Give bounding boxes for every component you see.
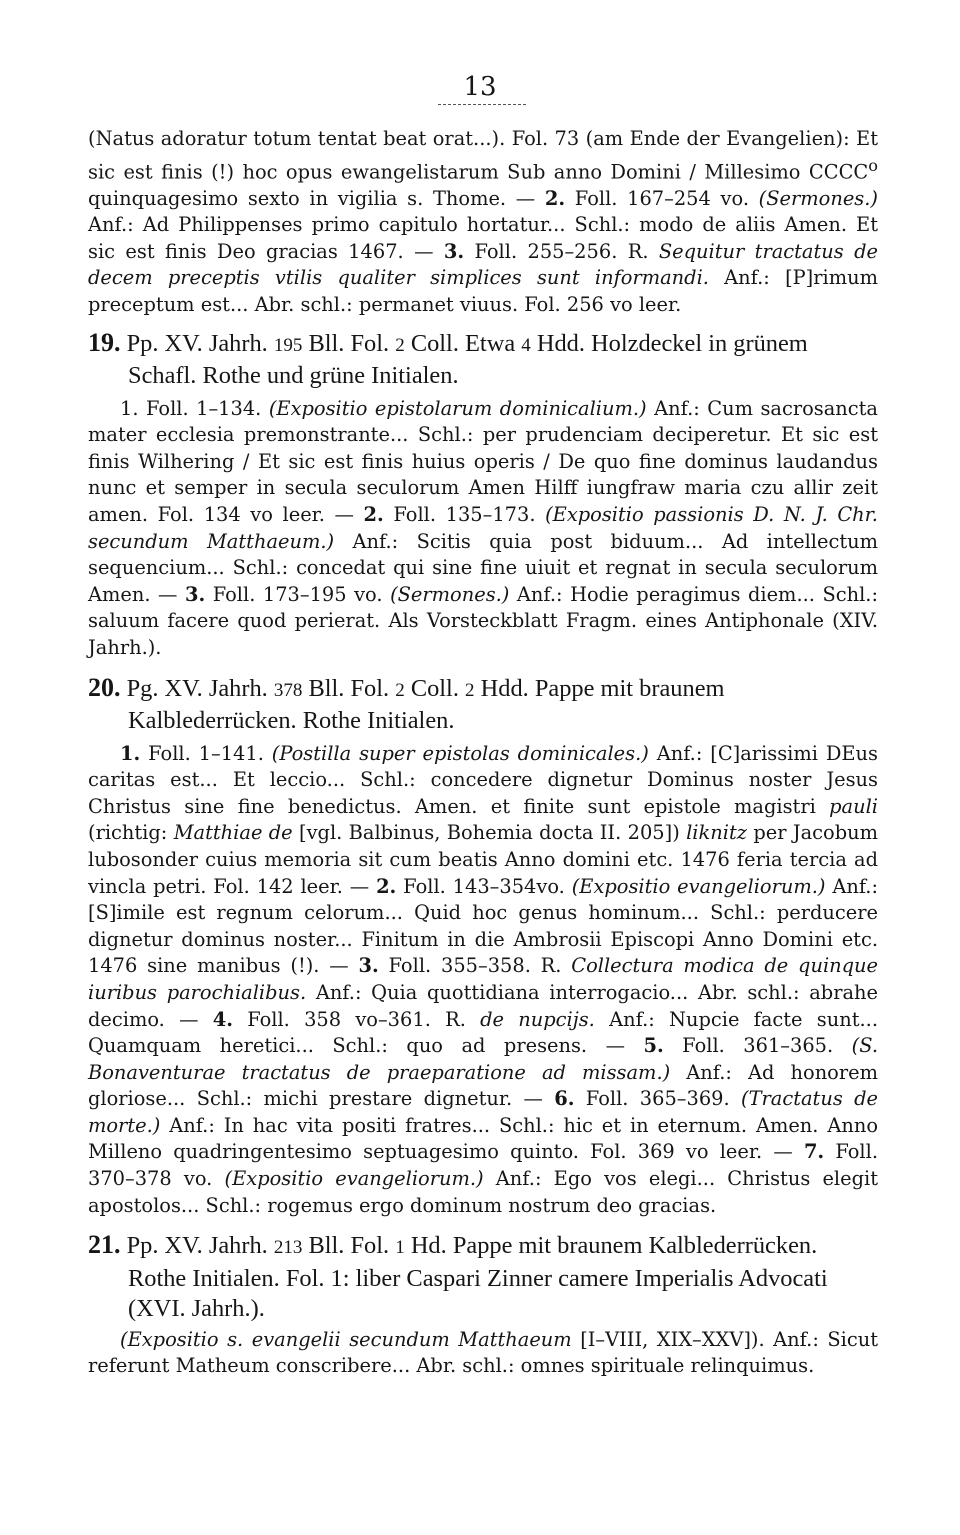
entry-20-number: 20. xyxy=(88,672,121,702)
item-title: (Postilla super epistolas dominicales.) xyxy=(271,741,649,765)
item-title: (Expositio epistolarum dominicalium.) xyxy=(268,396,647,420)
entry-21-contents xyxy=(88,1327,878,1380)
entry-19-heading xyxy=(88,328,878,392)
item-number: 1. xyxy=(120,396,139,420)
italic-word: liknitz xyxy=(686,821,747,845)
contents-text: Foll. 361–365. xyxy=(663,1034,852,1058)
cont-superscript: o xyxy=(868,155,878,175)
contents-text: Anf.: Nupcie facte sunt... Quamquam heretici... Schl.: quo ad presens. — xyxy=(88,1007,878,1058)
item-title: (Expositio s. evangelii secundum Matthaeum xyxy=(120,1327,572,1351)
page-number-rule xyxy=(438,104,526,105)
contents-text: Foll. 365–369. xyxy=(574,1087,741,1111)
contents-text: [vgl. Balbinus, Bohemia docta II. 205]) xyxy=(292,821,687,845)
contents-text: Anf.: Scitis quia post biduum... Ad intellectum sequencium... Schl.: concedat qui sine fine uiuit et regnat in secula seculorum Amen. — xyxy=(88,529,879,606)
entry-19-hands: 4 xyxy=(521,334,531,356)
entry-21-heading xyxy=(88,1230,878,1325)
item-number: 5. xyxy=(643,1034,664,1058)
entry-19-heading-text: Hdd. Holzdeckel in grünem Schafl. Rothe und grüne Initialen. xyxy=(128,329,808,390)
entry-19-leaves: 195 xyxy=(273,334,303,356)
contents-text: (richtig: xyxy=(88,821,174,845)
entry-20-heading-text: Coll. xyxy=(404,674,466,702)
entry-20-heading-text: Pg. XV. Jahrh. xyxy=(120,674,274,702)
contents-text: Foll. 358 vo–361. R. xyxy=(232,1007,481,1031)
entry-19-heading-text: Pp. XV. Jahrh. xyxy=(120,329,274,357)
contents-text: Foll. 143–354vo. xyxy=(396,874,572,898)
cont-item-3: 3. xyxy=(443,239,465,263)
item-number: 3. xyxy=(184,582,206,606)
entry-20-hands: 2 xyxy=(465,679,475,701)
item-number: 1. xyxy=(120,741,141,765)
contents-text: Foll. 173–195 vo. xyxy=(205,582,391,606)
continuation-paragraph xyxy=(88,126,878,319)
item-title: (Expositio evangeliorum.) xyxy=(224,1167,484,1191)
entry-21-heading-text: Hd. Pappe mit braunem Kalblederrücken. Rothe Initialen. Fol. 1: liber Caspari Zinner camere Imperialis Advocati (XVI. Jahrh.). xyxy=(128,1232,828,1323)
item-title: (Expositio passionis D. N. J. Chr. secundum Matthaeum.) xyxy=(88,503,878,553)
cont-title-3: Sequitur tractatus de decem preceptis vtilis qualiter simplices sunt informandi. xyxy=(88,239,878,290)
item-title: (Sermones.) xyxy=(390,582,510,606)
item-number: 3. xyxy=(358,954,379,978)
entry-20-cols: 2 xyxy=(395,679,405,701)
entry-19-contents xyxy=(88,396,878,662)
item-number: 2. xyxy=(376,874,397,898)
contents-text: Foll. 355–358. R. xyxy=(378,954,572,978)
entry-21-leaves: 213 xyxy=(273,1237,303,1259)
contents-text: Anf.: Ad honorem gloriose... Schl.: michi prestare dignetur. — xyxy=(88,1060,878,1111)
entry-21-number: 21. xyxy=(88,1230,121,1260)
contents-text: Anf.: [S]imile est regnum celorum... Quid hoc genus hominum... Schl.: perducere dignetur dominus noster... Finitum in die Ambrosii Episcopi Anno Domini etc. 1476 sine manibus (!). — xyxy=(88,874,879,978)
entry-20-heading-text: Hdd. Pappe mit braunem Kalblederrücken. Rothe Initialen. xyxy=(128,674,725,735)
entry-19-cols: 2 xyxy=(395,334,405,356)
entry-21-heading-text: Bll. Fol. xyxy=(302,1232,396,1260)
entry-20-leaves: 378 xyxy=(273,679,303,701)
contents-text: Foll. 135–173. xyxy=(383,503,546,526)
item-title: (Tractatus de morte.) xyxy=(88,1087,878,1137)
contents-text: Foll. 370–378 vo. xyxy=(88,1140,878,1191)
entry-21-heading-text: Pp. XV. Jahrh. xyxy=(120,1232,274,1260)
cont-text-4: Anf.: Ad Philippenses primo capitulo hortatur... Schl.: modo de aliis Amen. Et sic est finis Deo gracias 1467. — xyxy=(88,213,878,263)
cont-text-5: Foll. 255–256. R. xyxy=(464,239,659,263)
item-number: 2. xyxy=(363,503,384,526)
item-number: 4. xyxy=(212,1007,233,1031)
contents-text: Anf.: [C]arissimi DEus caritas est... Et leccio... Schl.: concedere dignetur Dominus noster Jesus Christus sine fine benedictus. Amen. et finite sunt epistole magistri xyxy=(88,741,878,818)
italic-word: Matthiae de xyxy=(173,821,293,845)
item-number: 7. xyxy=(803,1140,825,1164)
contents-text: Foll. 1–134. xyxy=(138,396,269,420)
cont-title-2: (Sermones.) xyxy=(758,186,878,210)
contents-text: Anf.: Cum sacrosancta mater ecclesia premonstrante... Schl.: per prudenciam deciperetur. Et sic est finis Wilhering / Et sic est finis huius operis / De quo fine dominus laudandus nunc et semper in secula seculorum Amen Hilff iungfraw maria czu allir zeit amen. Fol. 134 vo leer. — xyxy=(88,396,878,526)
item-number: 6. xyxy=(554,1087,575,1111)
entry-21 xyxy=(88,1230,878,1380)
contents-text: [I–VIII, XIX–XXV]). Anf.: Sicut referunt Matheum conscribere... Abr. schl.: omnes spirituale relinquimus. xyxy=(88,1327,878,1378)
contents-text: per Jacobum lubosonder cuius memoria sit cum beatis Anno domini etc. 1476 feria tercia ad vincla petri. Fol. 142 leer. — xyxy=(88,821,878,898)
contents-text: Anf.: In hac vita positi fratres... Schl.: hic et in eternum. Amen. Anno Milleno quadringentesimo septuagesimo quinto. Fol. 369 vo leer. — xyxy=(88,1113,878,1164)
entry-19-number: 19. xyxy=(88,327,121,357)
item-title: Collectura modica de quinque iuribus parochialibus. xyxy=(88,954,879,1004)
cont-text-1: (Natus adoratur totum tentat beat orat...). Fol. 73 (am Ende der Evangelien): Et sic est finis (!) hoc opus ewangelistarum Sub anno Domini / Millesimo CCCC xyxy=(88,127,878,184)
entry-19 xyxy=(88,328,878,662)
entry-20-contents xyxy=(88,741,878,1220)
contents-text: Anf.: Ego vos elegi... Christus elegit apostolos... Schl.: rogemus ergo dominum nostrum deo gracias. xyxy=(88,1167,879,1217)
catalog-text xyxy=(88,126,878,1380)
cont-item-2: 2. xyxy=(544,186,566,210)
contents-text: Anf.: Quia quottidiana interrogacio... Abr. schl.: abrahe decimo. — xyxy=(88,980,878,1031)
item-title: de nupcijs. xyxy=(480,1007,595,1031)
cont-text-6: Anf.: [P]rimum preceptum est... Abr. schl.: permanet viuus. Fol. 256 vo leer. xyxy=(88,266,878,317)
contents-text: Foll. 1–141. xyxy=(140,741,272,765)
italic-word: pauli xyxy=(829,794,878,818)
item-title: (S. Bonaventurae tractatus de praeparatione ad missam.) xyxy=(88,1034,878,1084)
cont-text-3: Foll. 167–254 vo. xyxy=(565,186,759,210)
cont-text-2: quinquagesimo sexto in vigilia s. Thome. — xyxy=(88,186,545,210)
entry-19-heading-text: Coll. Etwa xyxy=(404,329,522,357)
entry-20-heading xyxy=(88,673,878,737)
item-title: (Expositio evangeliorum.) xyxy=(571,874,826,898)
contents-text: Anf.: Hodie peragimus diem... Schl.: saluum facere quod perierat. Als Vorsteckblatt Fragm. eines Antiphonale (XIV. Jahrh.). xyxy=(88,582,878,659)
entry-21-hands: 1 xyxy=(395,1237,405,1259)
entry-19-heading-text: Bll. Fol. xyxy=(302,329,396,357)
entry-20 xyxy=(88,673,878,1220)
page-number: 13 xyxy=(463,72,497,102)
entry-20-heading-text: Bll. Fol. xyxy=(302,674,396,702)
